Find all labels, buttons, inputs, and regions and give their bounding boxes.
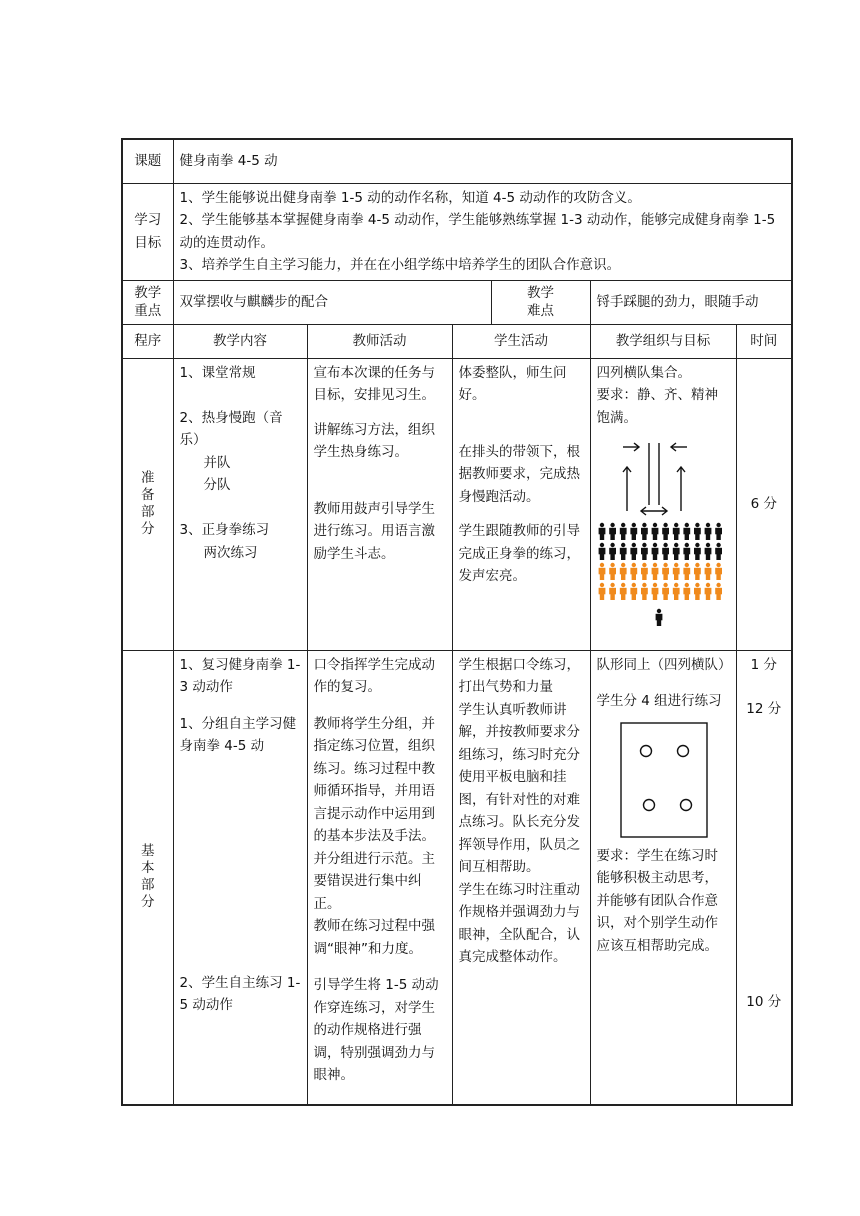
warm-up-formation-diagram: [597, 433, 731, 633]
student-figure-icon: [672, 583, 679, 600]
student-figure-icon: [694, 523, 701, 540]
student-figure-icon: [672, 523, 679, 540]
header-time: 时间: [736, 324, 792, 358]
section-preparation: 准 备 部 分: [122, 358, 173, 650]
student-figure-icon: [619, 583, 626, 600]
student-figure-icon: [630, 563, 637, 580]
student-figure-icon: [630, 583, 637, 600]
objective-item: 3、培养学生自主学习能力，并在在小组学练中培养学生的团队合作意识。: [179, 257, 621, 273]
student-figure-icon: [704, 523, 711, 540]
basic-content: 1、复习健身南拳 1-3 动动作 1、分组自主学习健身南拳 4-5 动 2、学生自主练习 1-5 动动作: [173, 650, 307, 1105]
student-figure-icon: [609, 583, 616, 600]
student-figure-icon: [598, 563, 605, 580]
student-figure-icon: [598, 523, 605, 540]
basic-time: 1 分 12 分 10 分: [736, 650, 792, 1105]
objective-item: 1、学生能够说出健身南拳 1-5 动的动作名称，知道 4-5 动动作的攻防含义。: [179, 189, 641, 206]
group-circle-icon: [680, 799, 691, 810]
key-value: 双掌摆收与麒麟步的配合: [173, 280, 491, 324]
student-figure-icon: [609, 543, 616, 560]
prep-student: 体委整队，师生问好。 在排头的带领下，根据教师要求，完成热身慢跑活动。 学生跟随教师的引导完成正身拳的练习，发声宏亮。: [452, 358, 590, 650]
student-figure-icon: [598, 543, 605, 560]
objectives-list: [173, 183, 792, 280]
student-figure-icon: [694, 583, 701, 600]
student-figure-icon: [683, 563, 690, 580]
difficulty-label: 教学 难点: [491, 280, 590, 324]
group-circle-icon: [677, 745, 688, 756]
group-formation-diagram: [597, 717, 731, 845]
prep-content: 1、课堂常规 2、热身慢跑（音乐） 并队 分队 3、正身拳练习 两次练习: [173, 358, 307, 650]
group-circle-icon: [640, 745, 651, 756]
student-figure-icon: [672, 543, 679, 560]
student-figure-icon: [651, 563, 658, 580]
student-figure-icon: [609, 523, 616, 540]
student-figure-icon: [694, 563, 701, 580]
student-figure-icon: [704, 563, 711, 580]
student-figure-icon: [641, 563, 648, 580]
title-value: 健身南拳 4-5 动: [173, 139, 792, 183]
basic-student: 学生根据口令练习，打出气势和力量 学生认真听教师讲解，并按教师要求分组练习，练习时充分使用平板电脑和挂图，有针对性的对难点练习。队长充分发挥领导作用，队员之间互相帮助。 学生在练习时注重动作规格并强调劲力与眼神，全队配合，认真完成整体动作。: [452, 650, 590, 1105]
title-label: 课题: [122, 139, 173, 183]
student-figure-icon: [683, 543, 690, 560]
key-label: 教学 重点: [122, 280, 173, 324]
student-figure-icon: [683, 583, 690, 600]
basic-organization: 队形同上（四列横队） 学生分 4 组进行练习 要求：学生在练习时能够积极主动思考，并能够有团队合作意识，对个别学生动作应该互相帮助完成。: [590, 650, 736, 1105]
student-figure-icon: [641, 523, 648, 540]
student-figure-icon: [694, 543, 701, 560]
student-figure-icon: [662, 583, 669, 600]
student-figure-icon: [651, 523, 658, 540]
objective-item: 2、学生能够基本掌握健身南拳 4-5 动动作，学生能够熟练掌握 1-3 动动作，能够完成健身南拳 1-5 动的连贯动作。: [179, 212, 776, 251]
student-figure-icon: [655, 609, 662, 626]
student-figure-icon: [630, 543, 637, 560]
group-circle-icon: [643, 799, 654, 810]
student-figure-icon: [715, 543, 722, 560]
prep-organization: 四列横队集合。 要求：静、齐、精神饱满。: [590, 358, 736, 650]
student-figure-icon: [619, 563, 626, 580]
student-figure-icon: [619, 523, 626, 540]
header-procedure: 程序: [122, 324, 173, 358]
student-figure-icon: [715, 583, 722, 600]
student-figure-icon: [662, 543, 669, 560]
student-figure-icon: [641, 583, 648, 600]
student-figure-icon: [704, 583, 711, 600]
header-student: 学生活动: [452, 324, 590, 358]
header-teacher: 教师活动: [307, 324, 452, 358]
student-figure-icon: [609, 563, 616, 580]
student-figure-icon: [651, 543, 658, 560]
objectives-label: 学习 目标: [122, 183, 173, 280]
student-figure-icon: [683, 523, 690, 540]
basic-teacher: 口令指挥学生完成动作的复习。 教师将学生分组，并指定练习位置，组织练习。练习过程中教师循环指导，并用语言提示动作中运用到的基本步法及手法。并分组进行示范。主要错误进行集中纠正。 教师在练习过程中强调“眼神”和力度。 引导学生将 1-5 动动作穿连练习，对学生的动作规格进行强调，特别强调劲力与眼神。: [307, 650, 452, 1105]
student-figure-icon: [715, 563, 722, 580]
lesson-plan-table: [121, 138, 793, 1106]
header-organization: 教学组织与目标: [590, 324, 736, 358]
student-figure-icon: [598, 583, 605, 600]
student-figure-icon: [630, 523, 637, 540]
section-basic: 基 本 部 分: [122, 650, 173, 1105]
student-figure-icon: [704, 543, 711, 560]
student-figure-icon: [672, 563, 679, 580]
student-figure-icon: [651, 583, 658, 600]
prep-time: 6 分: [736, 358, 792, 650]
prep-teacher: 宣布本次课的任务与目标，安排见习生。 讲解练习方法，组织学生热身练习。 教师用鼓声引导学生进行练习。用语言激励学生斗志。: [307, 358, 452, 650]
student-figure-icon: [715, 523, 722, 540]
difficulty-value: 锊手踩腿的劲力，眼随手动: [590, 280, 792, 324]
student-figure-icon: [662, 523, 669, 540]
student-figure-icon: [619, 543, 626, 560]
student-figure-icon: [662, 563, 669, 580]
header-content: 教学内容: [173, 324, 307, 358]
student-figure-icon: [641, 543, 648, 560]
